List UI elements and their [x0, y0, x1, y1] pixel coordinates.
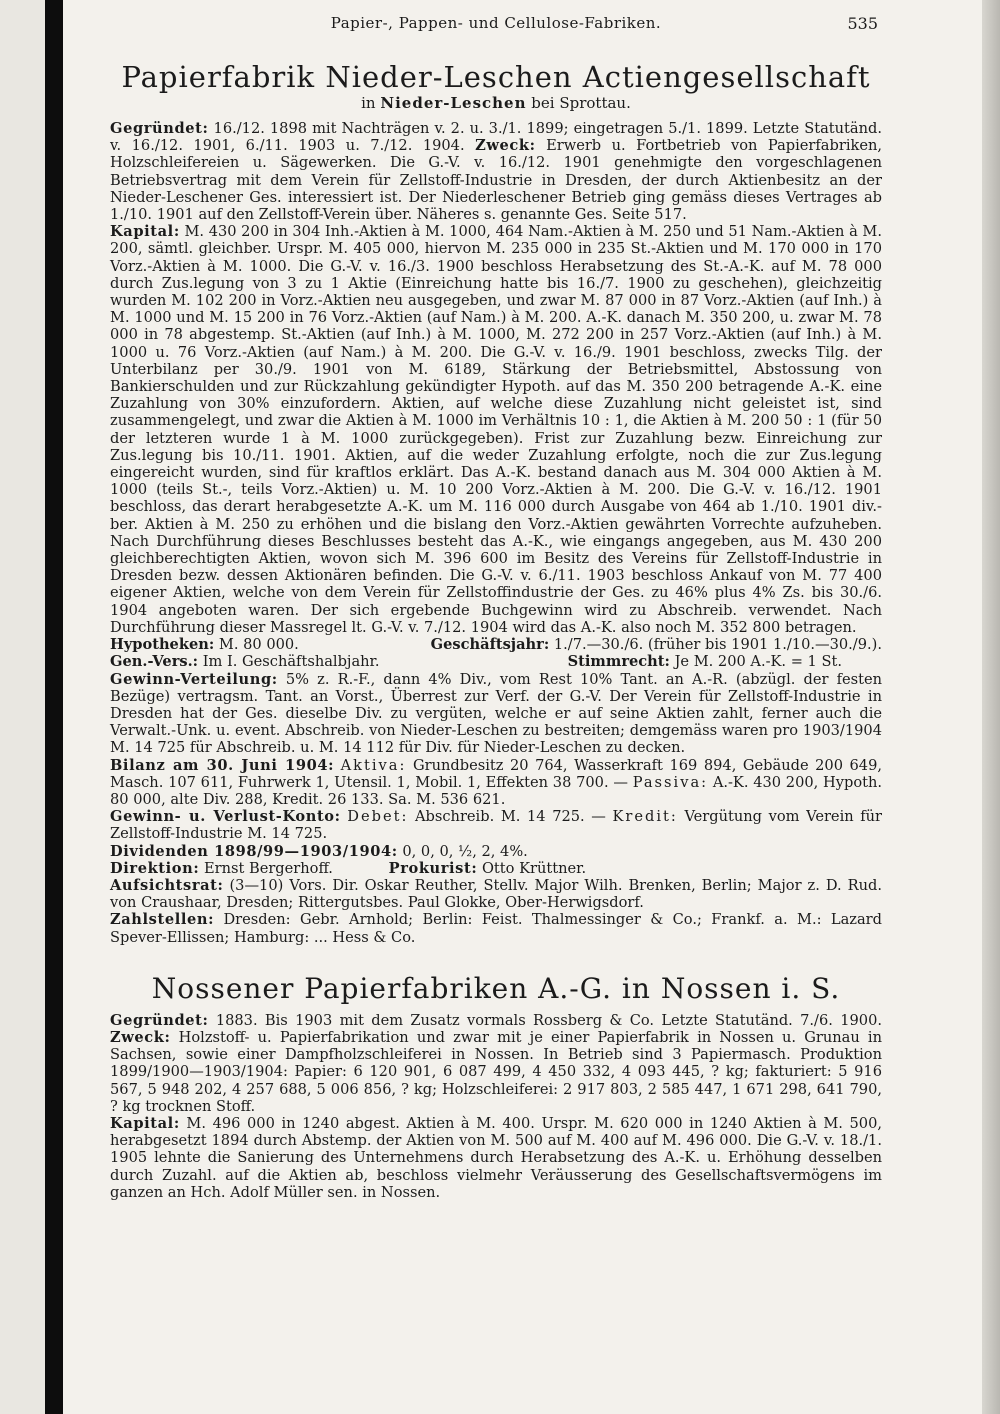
section-gegruendet	[110, 120, 882, 223]
text-zweck: Holzstoff- u. Papierfabrikation und zwar mit je einer Papierfabrik in Nossen u. Grunau in Sachsen, sowie einer Dampfholzschleiferei in Nossen. In Betrieb sind 3 Papiermasch. Produktion 1899/1900—1903/1904: Papier: 6 120 901, 6 087 499, 4 450 332, 4 093 445, ? kg; fakturiert: 5 916 567, 5 948 202, 4 257 688, 5 006 856, ? kg; Holzschleiferei: 2 917 803, 2 585 447, 1 671 298, 641 790, ? kg trocknen Stoff.	[110, 1028, 882, 1115]
page-number: 535	[847, 14, 878, 33]
section-bilanz	[110, 757, 882, 809]
section-kapital	[110, 223, 882, 636]
running-header-text: Papier-, Pappen- und Cellulose-Fabriken.	[330, 14, 662, 32]
text-gegruendet: 16./12. 1898 mit Nachträgen v. 2. u. 3./1. 1899; eingetragen 5./1. 1899. Letzte Statutänd. v. 16./12. 1901, 6./11. 1903 u. 7./12. 1904.	[110, 120, 882, 155]
label-aufsichtsrat: Aufsichtsrat:	[110, 876, 224, 894]
section-direktion	[110, 860, 882, 877]
text-kapital: M. 430 200 in 304 Inh.-Aktien à M. 1000, 464 Nam.-Aktien à M. 250 und 51 Nam.-Aktien à M. 200, sämtl. gleichber. Urspr. M. 405 000, hiervon M. 235 000 in 235 St.-Aktien und M. 170 000 in 170 Vorz.-Aktien à M. 1000. Die G.-V. v. 16./3. 1900 beschloss Herabsetzung des St.-A.-K. auf M. 78 000 durch Zus.legung von 3 zu 1 Aktie (Einreichung hatte bis 16./7. 1900 zu geschehen), gleichzeitig wurden M. 102 200 in Vorz.-Aktien neu ausgegeben, und zwar M. 87 000 in 87 Vorz.-Aktien (auf Inh.) à M. 1000 und M. 15 200 in 76 Vorz.-Aktien (auf Nam.) à M. 200. A.-K. danach M. 350 200, u. zwar M. 78 000 in 78 abgestemp. St.-Aktien (auf Inh.) à M. 1000, M. 272 200 in 257 Vorz.-Aktien (auf Inh.) à M. 1000 u. 76 Vorz.-Aktien (auf Nam.) à M. 200. Die G.-V. v. 16./9. 1901 beschloss, zwecks Tilg. der Unterbilanz per 30./9. 1901 von M. 6189, Stärkung der Betriebsmittel, Abstossung von Bankierschulden und zur Rückzahlung gekündigter Hypoth. auf das M. 350 200 betragende A.-K. eine Zuzahlung von 30% einzufordern. Aktien, auf welche diese Zuzahlung nicht geleistet ist, sind zusammengelegt, und zwar die Aktien à M. 1000 im Verhältnis 10 : 1, die Aktien à M. 200 50 : 1 (für 50 der letzteren wurde 1 à M. 1000 zurückgegeben). Frist zur Zuzahlung bezw. Einreichung zur Zus.legung bis 10./11. 1901. Aktien, auf die weder Zuzahlung erfolgte, noch die zur Zus.legung eingereicht wurden, sind für kraftlos erklärt. Das A.-K. bestand danach aus M. 304 000 Aktien à M. 1000 (teils St.-, teils Vorz.-Aktien) u. M. 10 200 Vorz.-Aktien à M. 200. Die G.-V. v. 16./12. 1901 beschloss, das derart herabgesetzte A.-K. um M. 116 000 durch Ausgabe von 464 ab 1./10. 1901 div.-ber. Aktien à M. 250 zu erhöhen und die bislang den Vorz.-Aktien gewährten Vorrechte aufzuheben. Nach Durchführung dieses Beschlusses besteht das A.-K., wie eingangs angegeben, aus M. 430 200 gleichberechtigten Aktien, wovon sich M. 396 600 im Besitz des Vereins für Zellstoff-Industrie in Dresden bezw. dessen Aktionären befinden. Die G.-V. v. 6./11. 1903 beschloss Ankauf von M. 77 400 eigener Aktien, welche von dem Verein für Zellstoffindustrie der Ges. zu 46% plus 4% Zs. bis 30./6. 1904 angeboten waren. Der sich ergebende Buchgewinn wird zu Abschreib. verwendet. Nach Durchführung dieser Massregel lt. G.-V. v. 7./12. 1904 wird das A.-K. also noch M. 352 800 betragen.	[110, 223, 882, 636]
label-kapital: Kapital:	[110, 223, 180, 241]
label-genvers: Gen.-Vers.:	[110, 653, 199, 671]
label-guv: Gewinn- u. Verlust-Konto:	[110, 808, 341, 826]
page-edge-shadow	[982, 0, 1000, 1414]
label-debet: Debet:	[347, 808, 409, 826]
section-gewinn-verteilung	[110, 671, 882, 757]
text-aufsichtsrat: (3—10) Vors. Dir. Oskar Reuther, Stellv. Major Wilh. Brenken, Berlin; Major z. D. Rud. von Craushaar, Dresden; Rittergutsbes. Paul Glokke, Ober-Herwigsdorf.	[110, 876, 882, 912]
running-header	[110, 14, 882, 44]
label-zweck: Zweck:	[475, 137, 536, 155]
text-stimmrecht: Je M. 200 A.-K. = 1 St.	[674, 653, 842, 671]
company-title: Papierfabrik Nieder-Leschen Actiengesellschaft	[121, 60, 871, 94]
genvers	[110, 653, 380, 670]
section-aufsichtsrat	[110, 877, 882, 911]
label-gegruendet: Gegründet:	[110, 1011, 209, 1029]
text-geschaeftsjahr: 1./7.—30./6. (früher bis 1901 1./10.—30./9.).	[553, 636, 882, 654]
label-stimmrecht: Stimmrecht:	[567, 653, 670, 671]
label-zweck: Zweck:	[110, 1028, 171, 1046]
label-zahlstellen: Zahlstellen:	[110, 911, 215, 929]
label-dividenden: Dividenden 1898/99—1903/1904:	[110, 842, 398, 860]
label-prokurist: Prokurist:	[388, 859, 478, 877]
company-entry-nossen	[110, 972, 882, 1201]
page-content	[110, 14, 882, 1201]
hypotheken	[110, 636, 299, 653]
text-gegruendet: 1883. Bis 1903 mit dem Zusatz vormals Rossberg & Co. Letzte Statutänd. 7./6. 1900.	[215, 1011, 882, 1029]
text-aktiva: Grundbesitz 20 764, Wasserkraft 169 894, Gebäude 200 649, Masch. 107 611, Fuhrwerk 1, Utensil. 1, Mobil. 1, Effekten 38 700. —	[110, 756, 883, 791]
text-kredit: Vergütung vom Verein für Zellstoff-Industrie M. 14 725.	[110, 808, 883, 843]
geschaeftsjahr	[431, 636, 882, 653]
text-hypotheken: M. 80 000.	[218, 636, 299, 654]
company-entry-nieder-leschen	[110, 60, 882, 946]
location-prefix: in	[361, 94, 376, 112]
section-zahlstellen	[110, 911, 882, 945]
label-kapital: Kapital:	[110, 1114, 180, 1132]
text-passiva: A.-K. 430 200, Hypoth. 80 000, alte Div. 288, Kredit. 26 133. Sa. M. 536 621.	[110, 773, 883, 808]
company-location	[110, 94, 882, 112]
location-name: Nieder-Leschen	[380, 94, 527, 112]
section-kapital	[110, 1115, 882, 1201]
location-suffix: bei Sprottau.	[531, 94, 631, 112]
label-kredit: Kredit:	[612, 808, 678, 826]
text-zweck: Erwerb u. Fortbetrieb von Papierfabriken, Holzschleifereien u. Sägewerken. Die G.-V. v. 16./12. 1901 genehmigte den vorgeschlagenen Betriebsvertrag mit dem Verein für Zellstoff-Industrie in Dresden, der durch Aktienbesitz an der Nieder-Leschener Ges. interessiert ist. Der Niederleschener Betrieb ging gemäss dieses Vertrages ab 1./10. 1901 auf den Zellstoff-Verein über. Näheres s. genannte Ges. Seite 517.	[110, 137, 883, 224]
label-gegruendet: Gegründet:	[110, 120, 209, 137]
text-gewinn-verteilung: 5% z. R.-F., dann 4% Div., vom Rest 10% Tant. an A.-R. (abzügl. der festen Bezüge) vertragsm. Tant. an Vorst., Überrest zur Verf. der G.-V. Der Verein für Zellstoff-Industrie in Dresden hat der Ges. dieselbe Div. zu vergüten, welche er auf seine Aktien zahlt, ferner auch die Verwalt.-Unk. u. event. Abschreib. von Nieder-Leschen zu bestreiten; demgemäss waren pro 1903/1904 M. 14 725 für Abschreib. u. M. 14 112 für Div. für Nieder-Leschen zu decken.	[110, 670, 882, 757]
text-debet: Abschreib. M. 14 725. —	[415, 808, 606, 826]
section-hypotheken-geschaeftsjahr	[110, 636, 882, 653]
section-gegruendet	[110, 1012, 882, 1115]
text-zahlstellen: Dresden: Gebr. Arnhold; Berlin: Feist. Thalmessinger & Co.; Frankf. a. M.: Lazard Spever-Ellissen; Hamburg: ... Hess & Co.	[110, 911, 882, 946]
label-bilanz: Bilanz am 30. Juni 1904:	[110, 756, 335, 774]
page-gutter	[0, 0, 45, 1414]
section-genvers-stimmrecht	[110, 653, 882, 670]
label-aktiva: Aktiva:	[340, 756, 407, 774]
section-guv	[110, 808, 882, 842]
company-title: Nossener Papierfabriken A.-G. in Nossen i. S.	[151, 971, 841, 1005]
text-kapital: M. 496 000 in 1240 abgest. Aktien à M. 400. Urspr. M. 620 000 in 1240 Aktien à M. 500, herabgesetzt 1894 durch Abstemp. der Aktien von M. 500 auf M. 400 auf M. 496 000. Die G.-V. v. 18./1. 1905 lehnte die Sanierung des Unternehmens durch Herabsetzung des A.-K. u. Erhöhung desselben durch Zuzahl. auf die Aktien ab, beschloss vielmehr Veräusserung des Gesellschaftsvermögens im ganzen an Hch. Adolf Müller sen. in Nossen.	[110, 1114, 882, 1201]
text-direktion: Ernst Bergerhoff.	[203, 859, 333, 877]
text-prokurist: Otto Krüttner.	[481, 859, 587, 877]
section-dividenden	[110, 843, 882, 860]
label-hypotheken: Hypotheken:	[110, 636, 215, 654]
label-geschaeftsjahr: Geschäftsjahr:	[430, 636, 550, 654]
text-genvers: Im I. Geschäftshalbjahr.	[202, 653, 380, 671]
label-gewinn-verteilung: Gewinn-Verteilung:	[110, 670, 278, 688]
binding-shadow	[45, 0, 63, 1414]
label-passiva: Passiva:	[632, 773, 709, 791]
label-direktion: Direktion:	[110, 859, 200, 877]
text-dividenden: 0, 0, 0, ½, 2, 4%.	[402, 842, 528, 860]
stimmrecht	[568, 653, 842, 670]
